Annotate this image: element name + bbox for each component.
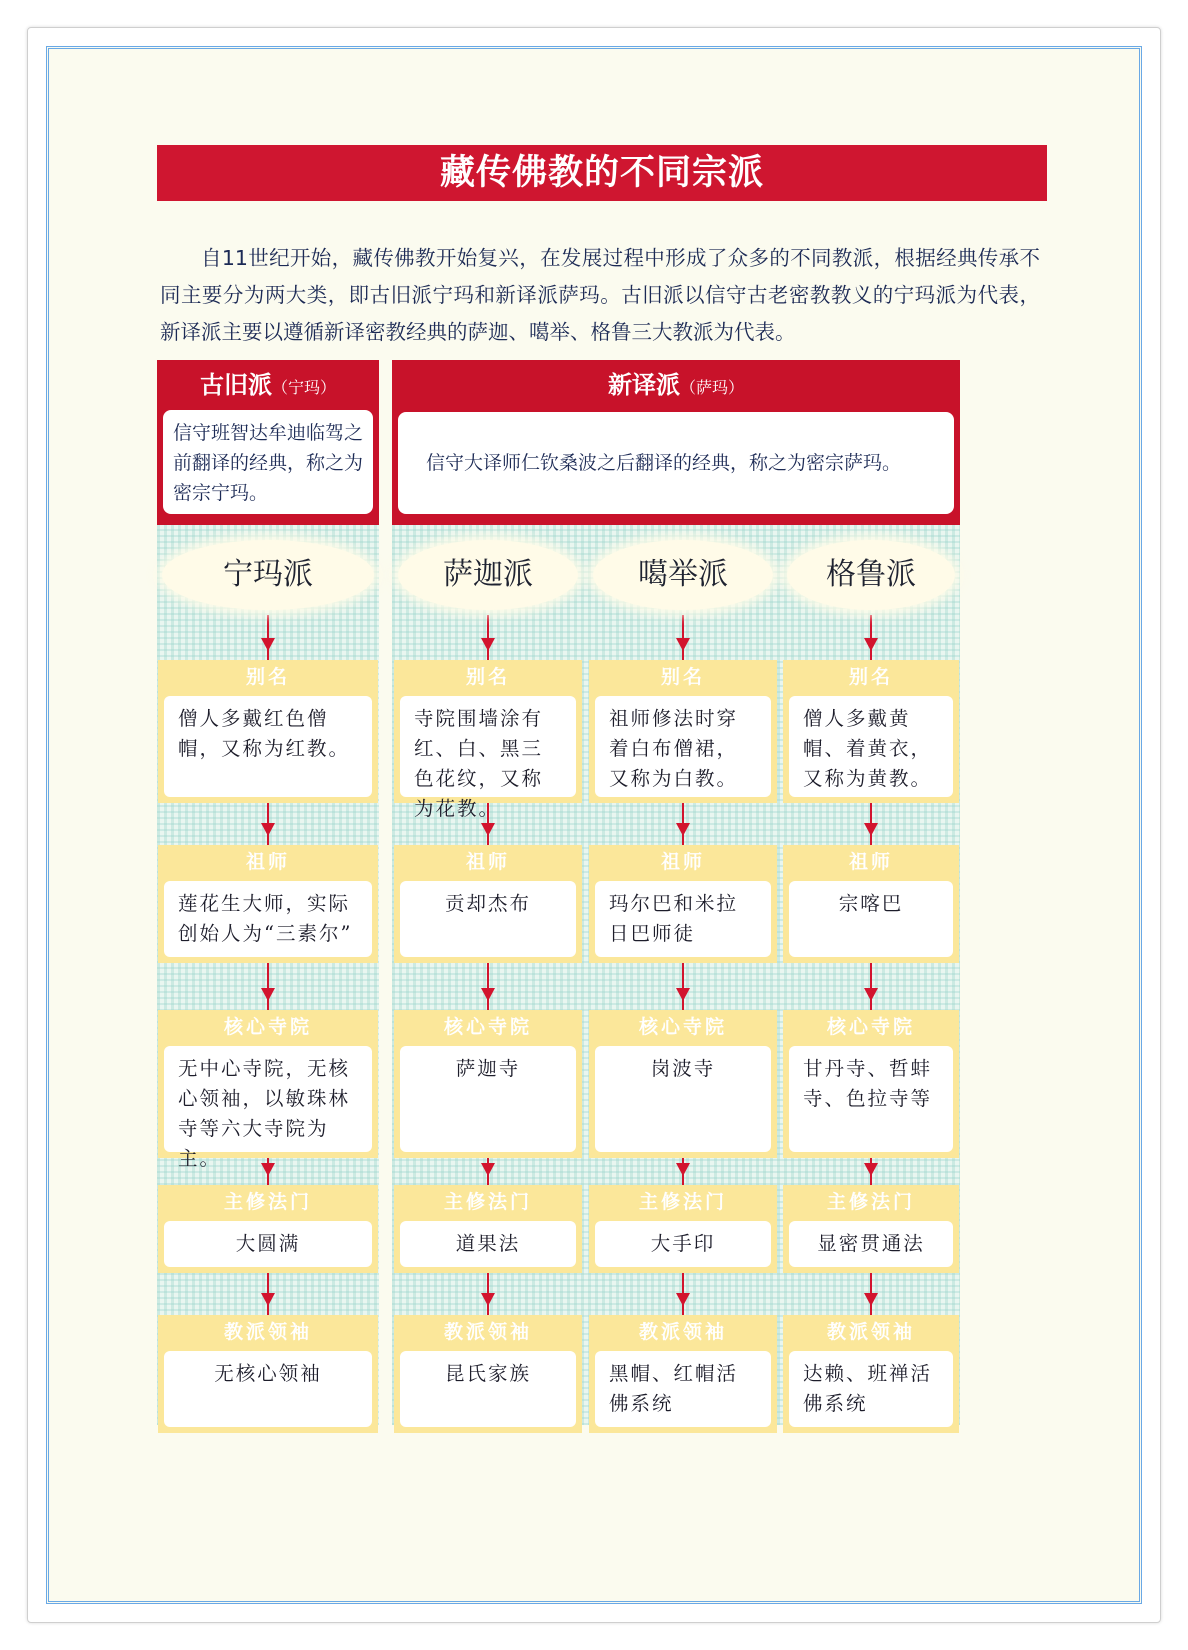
arrow-down-icon (481, 638, 495, 651)
section-label: 祖师 (660, 851, 705, 873)
arrow-down-icon (481, 1293, 495, 1306)
section-text: 大手印 (595, 1221, 771, 1267)
arrow-down-icon (864, 1163, 878, 1176)
section-card (783, 1315, 959, 1433)
section-label: 主修法门 (223, 1191, 312, 1213)
old-school-subtitle: （宁玛） (271, 378, 336, 397)
new-school-title-text: 新译派 (607, 371, 680, 399)
section-card (589, 1010, 777, 1158)
section-text: 僧人多戴黄帽、着黄衣，又称为黄教。 (789, 696, 953, 797)
section-label: 核心寺院 (638, 1016, 727, 1038)
old-school-title-text: 古旧派 (199, 371, 272, 399)
school-name-oval: 宁玛派 (162, 540, 374, 610)
section-label: 祖师 (465, 851, 510, 873)
arrow-down-icon (261, 823, 275, 836)
section-text: 岗波寺 (595, 1046, 771, 1152)
old-school-desc: 信守班智达牟迪临驾之前翻译的经典，称之为密宗宁玛。 (163, 410, 373, 514)
section-card (158, 660, 378, 803)
section-card (783, 660, 959, 803)
arrow-down-icon (676, 823, 690, 836)
page-title: 藏传佛教的不同宗派 (157, 145, 1047, 201)
section-text: 显密贯通法 (789, 1221, 953, 1267)
new-school-desc: 信守大译师仁钦桑波之后翻译的经典，称之为密宗萨玛。 (398, 412, 954, 514)
arrow-down-icon (261, 988, 275, 1001)
section-text: 萨迦寺 (400, 1046, 576, 1152)
section-card (158, 845, 378, 963)
section-text: 贡却杰布 (400, 881, 576, 957)
arrow-down-icon (481, 823, 495, 836)
section-card (589, 1315, 777, 1433)
school-name-oval: 萨迦派 (398, 540, 578, 610)
section-card (394, 1315, 582, 1433)
arrow-down-icon (864, 1293, 878, 1306)
section-text: 无核心领袖 (164, 1351, 372, 1427)
section-card (158, 1010, 378, 1170)
section-card (158, 1185, 378, 1273)
section-text: 僧人多戴红色僧帽，又称为红教。 (164, 696, 372, 797)
section-label: 主修法门 (443, 1191, 532, 1213)
section-card (394, 660, 582, 820)
arrow-down-icon (481, 1163, 495, 1176)
section-label: 别名 (660, 666, 705, 688)
arrow-down-icon (481, 988, 495, 1001)
section-text: 昆氏家族 (400, 1351, 576, 1427)
section-label: 别名 (245, 666, 290, 688)
section-text: 达赖、班禅活佛系统 (789, 1351, 953, 1427)
arrow-down-icon (676, 1163, 690, 1176)
section-text: 祖师修法时穿着白布僧裙，又称为白教。 (595, 696, 771, 797)
section-label: 核心寺院 (443, 1016, 532, 1038)
section-label: 教派领袖 (638, 1321, 727, 1343)
section-text: 莲花生大师，实际创始人为“三素尔” (164, 881, 372, 957)
section-card (589, 660, 777, 803)
section-label: 祖师 (245, 851, 290, 873)
section-label: 别名 (848, 666, 893, 688)
arrow-down-icon (261, 638, 275, 651)
section-card (394, 845, 582, 963)
section-label: 主修法门 (826, 1191, 915, 1213)
new-school-subtitle: （萨玛） (679, 378, 744, 397)
section-card (158, 1315, 378, 1433)
section-card (783, 845, 959, 963)
section-card (589, 1185, 777, 1273)
arrow-down-icon (261, 1163, 275, 1176)
section-label: 核心寺院 (826, 1016, 915, 1038)
section-label: 祖师 (848, 851, 893, 873)
section-card (783, 1185, 959, 1273)
new-school-title (392, 360, 960, 410)
section-text: 甘丹寺、哲蚌寺、色拉寺等 (789, 1046, 953, 1152)
arrow-down-icon (261, 1293, 275, 1306)
section-card (589, 845, 777, 963)
section-label: 教派领袖 (443, 1321, 532, 1343)
section-label: 主修法门 (638, 1191, 727, 1213)
section-text: 大圆满 (164, 1221, 372, 1267)
arrow-down-icon (676, 988, 690, 1001)
intro-paragraph: 自11世纪开始，藏传佛教开始复兴，在发展过程中形成了众多的不同教派，根据经典传承不同主要分为两大类，即古旧派宁玛和新译派萨玛。古旧派以信守古老密教教义的宁玛派为代表，新译派主要以遵循新译密教经典的萨迦、噶举、格鲁三大教派为代表。 (160, 246, 1040, 344)
arrow-down-icon (864, 823, 878, 836)
section-text: 玛尔巴和米拉日巴师徒 (595, 881, 771, 957)
section-label: 教派领袖 (223, 1321, 312, 1343)
section-label: 别名 (465, 666, 510, 688)
section-label: 核心寺院 (223, 1016, 312, 1038)
old-school-title (157, 360, 379, 410)
section-text: 无中心寺院，无核心领袖，以敏珠林寺等六大寺院为主。 (164, 1046, 372, 1152)
section-card (394, 1185, 582, 1273)
section-card (783, 1010, 959, 1158)
arrow-down-icon (676, 1293, 690, 1306)
school-name-oval: 格鲁派 (787, 540, 955, 610)
section-card (394, 1010, 582, 1158)
section-text: 道果法 (400, 1221, 576, 1267)
arrow-down-icon (676, 638, 690, 651)
section-text: 黑帽、红帽活佛系统 (595, 1351, 771, 1427)
section-text: 寺院围墙涂有红、白、黑三色花纹，又称为花教。 (400, 696, 576, 797)
school-name-oval: 噶举派 (593, 540, 773, 610)
arrow-down-icon (864, 988, 878, 1001)
section-text: 宗喀巴 (789, 881, 953, 957)
arrow-down-icon (864, 638, 878, 651)
section-label: 教派领袖 (826, 1321, 915, 1343)
